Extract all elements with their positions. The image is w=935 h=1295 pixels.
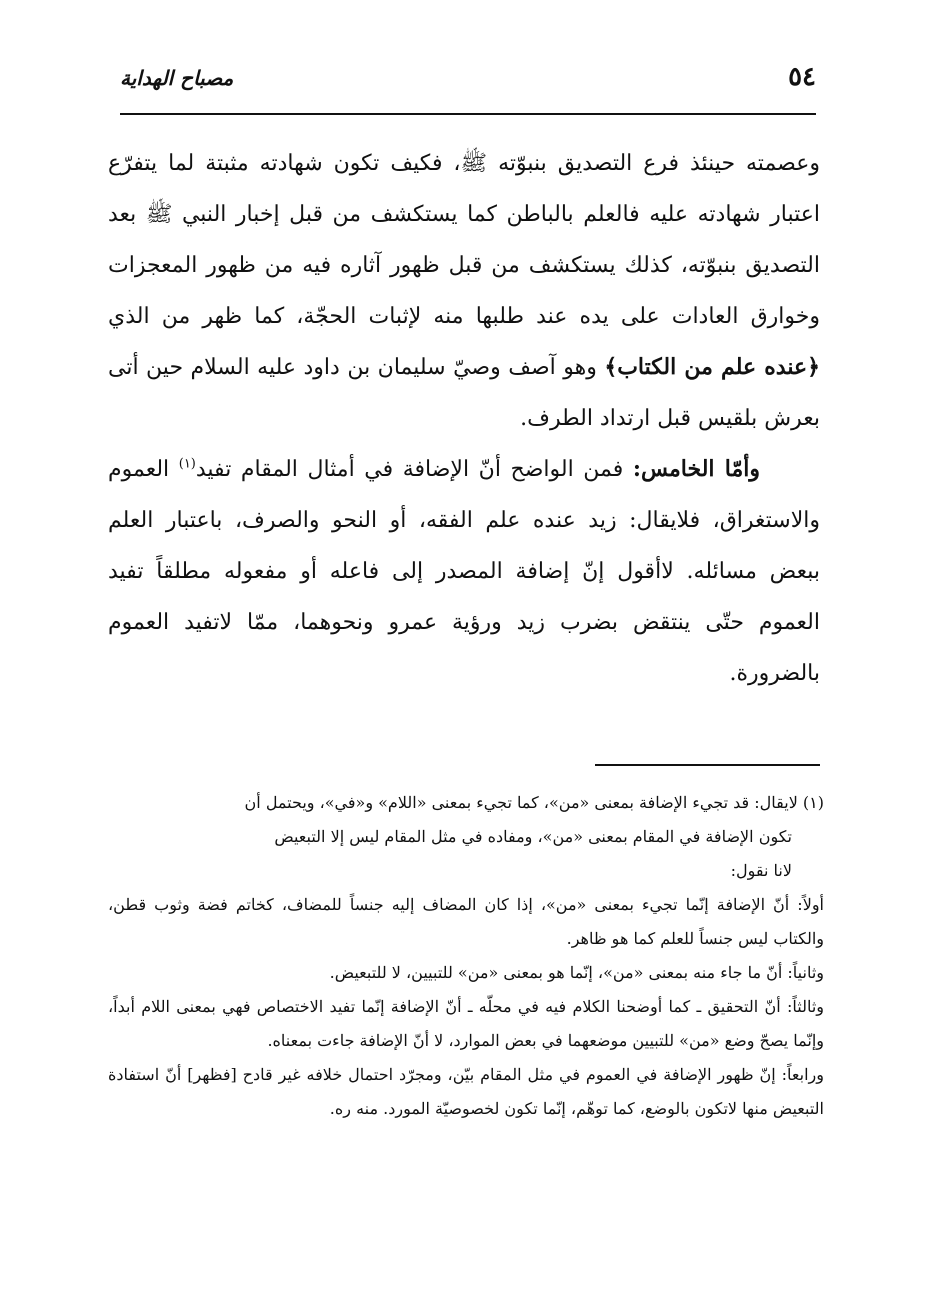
footnotes [108, 786, 824, 1126]
running-title: مصباح الهداية [120, 66, 234, 90]
footnote-line: تكون الإضافة في المقام بمعنى «من»، ومفاده في مثل المقام ليس إلا التبعيض [274, 827, 792, 846]
paragraph-1-tail: وهو آصف وصيّ سليمان بن داود عليه السلام حين أتى بعرش بلقيس قبل ارتداد الطرف. [108, 355, 820, 431]
page-number: ٥٤ [788, 62, 816, 92]
paragraph-1-text: وعصمته حينئذ فرع التصديق بنبوّته ﷺ، فكيف تكون شهادته مثبتة لما يتفرّع اعتبار شهادته عليه فالعلم بالباطن كما يستكشف من قبل إخبار النبي ﷺ بعد التصديق بنبوّته، كذلك يستكشف من قبل ظهور آثاره فيه من ظهور المعجزات وخوارق العادات على يده عند طلبها منه لإثبات الحجّة، كما ظهر من الذي [108, 151, 820, 329]
quran-quote: ﴿عنده علم من الكتاب﴾ [604, 354, 820, 380]
footnote-point-first: أولاً: أنّ الإضافة إنّما تجيء بمعنى «من»، إذا كان المضاف إليه جنساً للمضاف، كخاتم فضة وثوب قطن، والكتاب ليس جنساً للعلم كما هو ظاهر. [108, 895, 824, 948]
footnote-reference: (١) [178, 456, 196, 472]
footnote-line: (١) لايقال: قد تجيء الإضافة بمعنى «من»، كما تجيء بمعنى «اللام» و«في»، ويحتمل أن [244, 793, 824, 812]
footnote-line: لانا نقول: [730, 861, 792, 880]
main-text [108, 138, 820, 699]
footnote-point-third: وثالثاً: أنّ التحقيق ـ كما أوضحنا الكلام فيه في محلّه ـ أنّ الإضافة إنّما تفيد الاختصاص فهي بمعنى اللام أبداً، وإنّما يصحّ وضع «من» للتبيين موضعهما في بعض الموارد، لا أنّ الإضافة جاءت بمعناه. [108, 997, 824, 1050]
paragraph-2-lead-in: وأمّا الخامس: [632, 456, 760, 482]
footnote-point-fourth: ورابعاً: إنّ ظهور الإضافة في العموم في مثل المقام بيّن، ومجرّد احتمال خلافه غير قادح [فظهر] أنّ استفادة التبعيض منها لاتكون بالوضع، كما توهّم، إنّما تكون لخصوصيّة المورد. منه ره. [108, 1065, 824, 1118]
paragraph-2 [108, 444, 820, 699]
page-header [120, 62, 816, 102]
paragraph-1 [108, 138, 820, 444]
header-rule [120, 113, 816, 115]
footnote-separator [595, 764, 820, 766]
paragraph-2-text-cont: العموم والاستغراق، فلايقال: زيد عنده علم الفقه، أو النحو والصرف، باعتبار العلم ببعض مسائله. لاأقول إنّ إضافة المصدر إلى فاعله أو مفعوله مطلقاً تفيد العموم حتّى ينتقض بضرب زيد ورؤية عمرو ونحوهما، ممّا لاتفيد العموم بالضرورة. [108, 457, 820, 686]
footnote-point-second: وثانياً: أنّ ما جاء منه بمعنى «من»، إنّما هو بمعنى «من» للتبيين، لا للتبعيض. [329, 963, 824, 982]
paragraph-2-text: فمن الواضح أنّ الإضافة في أمثال المقام تفيد [195, 457, 633, 482]
